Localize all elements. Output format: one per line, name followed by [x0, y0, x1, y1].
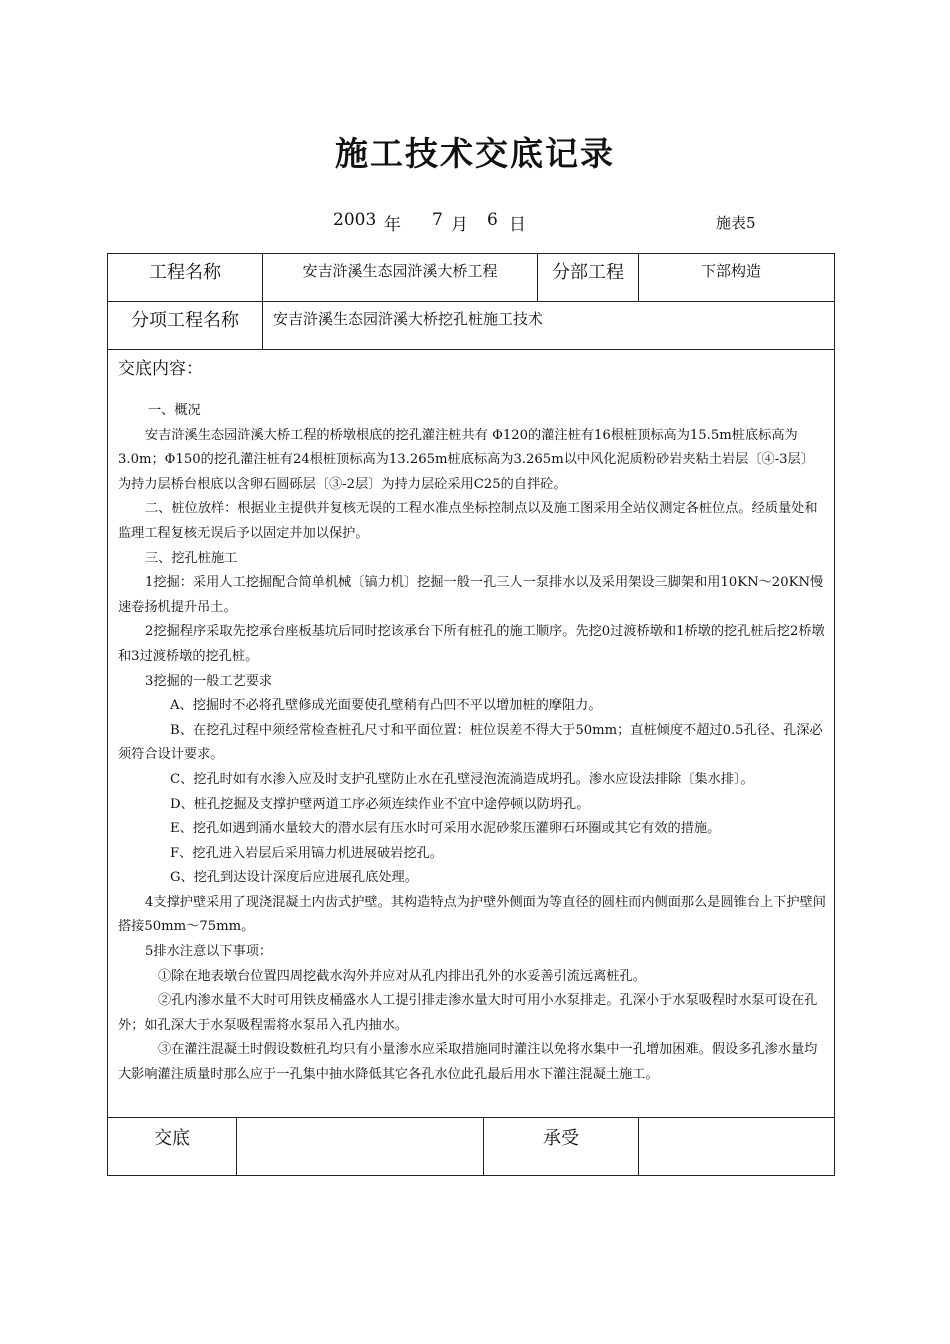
- date-month-label: 月: [451, 215, 468, 235]
- form-number: 施表5: [716, 214, 756, 232]
- content-paragraph: C、挖孔时如有水渗入应及时支护孔壁防止水在孔壁浸泡流淌造成坍孔。渗水应设法排除〔集水排〕。: [170, 771, 754, 787]
- accept-signature-field[interactable]: [639, 1118, 835, 1176]
- record-table: [107, 253, 835, 1176]
- content-label: 交底内容：: [118, 359, 203, 379]
- content-cell: [108, 350, 835, 1118]
- content-paragraph: A、挖掘时不必将孔壁修成光面要使孔壁稍有凸凹不平以增加桩的摩阻力。: [170, 698, 602, 714]
- disclose-signature-field[interactable]: [237, 1118, 484, 1176]
- date-day-label: 日: [509, 215, 526, 235]
- date-day: 6: [487, 210, 498, 230]
- content-paragraph: 三、挖孔桩施工: [145, 550, 238, 566]
- label-accept: 承受: [484, 1118, 639, 1176]
- content-paragraph: 二、桩位放样：根据业主提供并复核无误的工程水准点坐标控制点以及施工图采用全站仪测定各桩位点。经质量处和监理工程复核无误后予以固定并加以保护。: [118, 501, 818, 541]
- project-name: 安吉浒溪生态园浒溪大桥工程: [263, 254, 538, 302]
- label-disclose: 交底: [108, 1118, 237, 1176]
- content-paragraph: 2挖掘程序采取先挖承台座板基坑后同时挖该承台下所有桩孔的施工顺序。先挖0过渡桥墩和1桥墩的挖孔桩后挖2桥墩和3过渡桥墩的挖孔桩。: [118, 624, 825, 664]
- label-subitem: 分项工程名称: [108, 302, 263, 350]
- page-title: 施工技术交底记录: [335, 134, 615, 173]
- date-line: [0, 210, 950, 234]
- content-paragraph: ①除在地表墩台位置四周挖截水沟外并应对从孔内排出孔外的水妥善引流远离桩孔。: [158, 968, 646, 984]
- content-paragraph: F、挖孔进入岩层后采用镐力机进展破岩挖孔。: [170, 845, 443, 861]
- content-paragraph: 安吉浒溪生态园浒溪大桥工程的桥墩根底的挖孔灌注桩共有 Φ120的灌注桩有16根桩顶标高为15.5m桩底标高为3.0m；Φ150的挖孔灌注桩有24根桩顶标高为13.265m桩底标高为3.265m以中风化泥质粉砂岩夹粘土岩层〔④-3层〕为持力层桥台根底以含卵石圆砾层〔③-2层〕为持力层砼采用C25的自拌砼。: [118, 427, 814, 492]
- content-paragraph: ③在灌注混凝土时假设数桩孔均只有小量渗水应采取措施同时灌注以免将水集中一孔增加困难。假设多孔渗水量均大影响灌注质量时那么应于一孔集中抽水降低其它各孔水位此孔最后用水下灌注混凝土施工。: [118, 1042, 818, 1083]
- date-year-label: 年: [384, 215, 401, 235]
- content-paragraph: ②孔内渗水量不大时可用铁皮桶盛水人工提引排走渗水量大时可用小水泵排走。孔深小于水泵吸程时水泵可设在孔外；如孔深大于水泵吸程需将水泵吊入孔内抽水。: [118, 993, 818, 1033]
- division-name: 下部构造: [639, 254, 835, 302]
- content-paragraph: D、桩孔挖掘及支撑护壁两道工序必须连续作业不宜中途停顿以防坍孔。: [170, 796, 590, 812]
- content-paragraph: E、挖孔如遇到涌水量较大的潜水层有压水时可采用水泥砂浆压灌卵石环圈或其它有效的措施。: [170, 821, 721, 837]
- content-paragraph: 5排水注意以下事项：: [145, 944, 273, 960]
- date-year: 2003: [333, 210, 377, 230]
- content-paragraph: G、挖孔到达设计深度后应进展孔底处理。: [170, 870, 418, 886]
- label-project-name: 工程名称: [108, 254, 263, 302]
- content-paragraph: 一、概况: [148, 403, 201, 418]
- content-paragraph: B、在挖孔过程中须经常检查桩孔尺寸和平面位置：桩位误差不得大于50mm；直桩倾度不超过0.5孔径、孔深必须符合设计要求。: [118, 722, 823, 763]
- content-paragraph: 4支撑护壁采用了现浇混凝土内齿式护壁。其构造特点为护壁外侧面为等直径的圆柱而内侧面那么是圆锥台上下护壁间搭接50mm～75mm。: [118, 894, 826, 935]
- content-paragraph: 1挖掘：采用人工挖掘配合简单机械〔镐力机〕挖掘一般一孔三人一泵排水以及采用架设三脚架和用10KN～20KN慢速卷扬机提升吊土。: [118, 575, 824, 615]
- content-paragraph: 3挖掘的一般工艺要求: [145, 673, 273, 689]
- label-division: 分部工程: [538, 254, 639, 302]
- date-month: 7: [432, 210, 443, 230]
- subitem-name: 安吉浒溪生态园浒溪大桥挖孔桩施工技术: [263, 302, 835, 350]
